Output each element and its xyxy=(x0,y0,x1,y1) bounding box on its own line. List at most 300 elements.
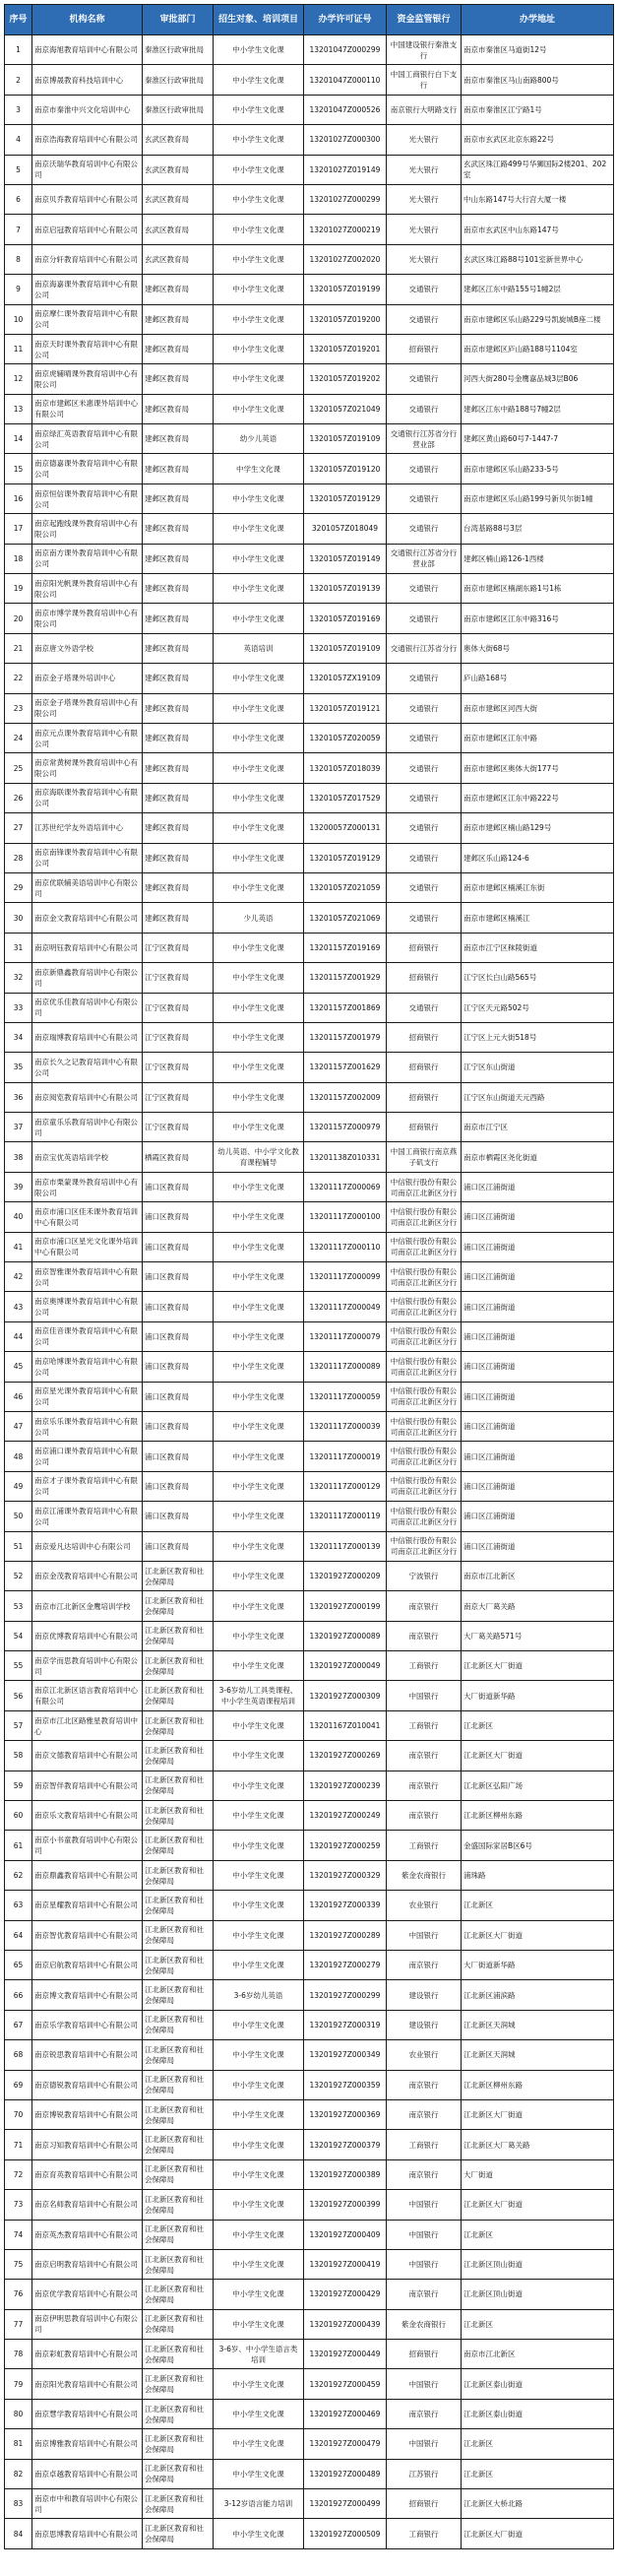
cell-supervising-bank: 中国银行 xyxy=(387,2429,462,2459)
cell-address: 浦口区江浦街道 xyxy=(462,1352,614,1382)
cell-training-program: 中小学生文化课 xyxy=(214,574,304,604)
cell-supervising-bank: 招商银行 xyxy=(387,1113,462,1142)
cell-address: 江宁区天元路502号 xyxy=(462,993,614,1022)
cell-approval-dept: 江北新区教育和社会保障局 xyxy=(143,1591,214,1621)
table-row xyxy=(5,903,614,933)
cell-supervising-bank: 交通银行 xyxy=(387,364,462,394)
table-row xyxy=(5,843,614,872)
cell-address: 浦口区江浦街道 xyxy=(462,1262,614,1292)
cell-approval-dept: 浦口区教育局 xyxy=(143,1262,214,1292)
cell-approval-dept: 江北新区教育和社会保障局 xyxy=(143,2399,214,2428)
cell-approval-dept: 建邺区教育局 xyxy=(143,843,214,872)
cell-supervising-bank: 工商银行 xyxy=(387,2130,462,2159)
cell-supervising-bank: 工商银行 xyxy=(387,1831,462,1860)
cell-supervising-bank: 交通银行 xyxy=(387,604,462,633)
cell-training-program: 中小学生文化课 xyxy=(214,394,304,423)
table-row xyxy=(5,2070,614,2099)
cell-index: 34 xyxy=(5,1022,32,1052)
cell-index: 42 xyxy=(5,1262,32,1292)
cell-approval-dept: 江北新区教育和社会保障局 xyxy=(143,2010,214,2039)
cell-approval-dept: 秦淮区行政审批局 xyxy=(143,35,214,65)
cell-supervising-bank: 交通银行 xyxy=(387,514,462,544)
cell-address: 江北新区弘阳广场 xyxy=(462,1771,614,1800)
table-row xyxy=(5,95,614,124)
cell-training-program: 中小学生文化课 xyxy=(214,544,304,573)
cell-institution-name: 南京宝优英语培训学校 xyxy=(32,1142,143,1172)
table-row xyxy=(5,1471,614,1501)
cell-institution-name: 南京南方课外教育培训中心有限公司 xyxy=(32,544,143,573)
cell-institution-name: 南京伊明思教育培训中心有限公司 xyxy=(32,2309,143,2339)
table-row xyxy=(5,1502,614,1531)
cell-approval-dept: 江北新区教育和社会保障局 xyxy=(143,2190,214,2220)
cell-index: 45 xyxy=(5,1352,32,1382)
cell-address: 江北新区 xyxy=(462,1710,614,1740)
cell-index: 15 xyxy=(5,454,32,483)
cell-approval-dept: 玄武区教育局 xyxy=(143,244,214,274)
cell-address: 江北新区 xyxy=(462,2309,614,2339)
cell-license-number: 13201057Z019109 xyxy=(304,424,387,454)
cell-approval-dept: 建邺区教育局 xyxy=(143,813,214,843)
cell-institution-name: 南京启冠教育培训中心有限公司 xyxy=(32,215,143,244)
cell-approval-dept: 江北新区教育和社会保障局 xyxy=(143,1771,214,1800)
cell-address: 南京市建邺区奥体大街177号 xyxy=(462,753,614,783)
cell-supervising-bank: 交通银行 xyxy=(387,454,462,483)
cell-institution-name: 南京优博教育培训中心有限公司 xyxy=(32,1621,143,1650)
table-row xyxy=(5,693,614,723)
cell-training-program: 中小学生文化课 xyxy=(214,843,304,872)
table-header-row xyxy=(5,5,614,35)
cell-license-number: 13201117Z000039 xyxy=(304,1411,387,1441)
cell-license-number: 13201157Z000979 xyxy=(304,1113,387,1142)
cell-institution-name: 南京虎辅晴课外教育培训中心有限公司 xyxy=(32,364,143,394)
cell-approval-dept: 浦口区教育局 xyxy=(143,1531,214,1561)
cell-supervising-bank: 中国建设银行秦淮支行 xyxy=(387,35,462,65)
cell-license-number: 13201117Z000100 xyxy=(304,1202,387,1232)
cell-approval-dept: 浦口区教育局 xyxy=(143,1172,214,1201)
cell-index: 51 xyxy=(5,1531,32,1561)
cell-training-program: 中小学生文化课 xyxy=(214,2040,304,2070)
cell-training-program: 中小学生文化课 xyxy=(214,2099,304,2129)
cell-training-program: 中小学生文化课 xyxy=(214,2309,304,2339)
cell-institution-name: 南京名师教育培训中心有限公司 xyxy=(32,2190,143,2220)
cell-institution-name: 南京金文教育培训中心有限公司 xyxy=(32,903,143,933)
cell-supervising-bank: 南京银行 xyxy=(387,2399,462,2428)
cell-approval-dept: 江北新区教育和社会保障局 xyxy=(143,1741,214,1771)
cell-approval-dept: 建邺区教育局 xyxy=(143,664,214,693)
cell-license-number: 13201057Z019129 xyxy=(304,483,387,513)
cell-training-program: 中小学生文化课 xyxy=(214,1022,304,1052)
table-row xyxy=(5,2040,614,2070)
cell-training-program: 中小学生文化课 xyxy=(214,993,304,1022)
cell-index: 19 xyxy=(5,574,32,604)
cell-institution-name: 南京市江北区路雅星教育培训中心 xyxy=(32,1710,143,1740)
cell-supervising-bank: 南京银行 xyxy=(387,1951,462,1980)
cell-supervising-bank: 光大银行 xyxy=(387,215,462,244)
cell-license-number: 13201927Z000199 xyxy=(304,1591,387,1621)
cell-address: 江北新区大厂街道 xyxy=(462,2190,614,2220)
cell-institution-name: 南京博晟教育科技培训中心 xyxy=(32,65,143,95)
cell-institution-name: 南京博雅教育培训中心有限公司 xyxy=(32,2429,143,2459)
cell-address: 江北新区天润城 xyxy=(462,2010,614,2039)
cell-address: 江北新区顶山街道 xyxy=(462,2280,614,2309)
cell-approval-dept: 建邺区教育局 xyxy=(143,903,214,933)
cell-training-program: 中小学生文化课 xyxy=(214,1262,304,1292)
cell-training-program: 3-6岁、中小学生语言类培训 xyxy=(214,2340,304,2369)
cell-approval-dept: 建邺区教育局 xyxy=(143,424,214,454)
cell-institution-name: 南京启明教育培训中心有限公司 xyxy=(32,2249,143,2279)
cell-license-number: 13201927Z000509 xyxy=(304,2519,387,2548)
cell-institution-name: 南京乐学教育培训中心有限公司 xyxy=(32,2010,143,2039)
table-row xyxy=(5,813,614,843)
table-row xyxy=(5,2280,614,2309)
cell-address: 玄武区珠江路88号101室新世界中心 xyxy=(462,244,614,274)
cell-approval-dept: 江北新区教育和社会保障局 xyxy=(143,1980,214,2010)
cell-institution-name: 南京长久之记教育培训中心有限公司 xyxy=(32,1053,143,1082)
cell-training-program: 中小学生文化课 xyxy=(214,1502,304,1531)
cell-index: 10 xyxy=(5,304,32,334)
cell-training-program: 中小学生文化课 xyxy=(214,215,304,244)
cell-supervising-bank: 中信银行股份有限公司南京江北新区分行 xyxy=(387,1232,462,1261)
cell-index: 55 xyxy=(5,1651,32,1681)
cell-address: 浦口区江浦街道 xyxy=(462,1531,614,1561)
cell-institution-name: 南京新鼎鑫教育培训中心有限公司 xyxy=(32,963,143,993)
cell-address: 江北新区大厂街道 xyxy=(462,2519,614,2548)
cell-license-number: 13201117Z000139 xyxy=(304,1531,387,1561)
table-row xyxy=(5,514,614,544)
cell-institution-name: 南京摩仁课外教育培训中心有限公司 xyxy=(32,304,143,334)
cell-index: 37 xyxy=(5,1113,32,1142)
cell-address: 浦口区江浦街道 xyxy=(462,1411,614,1441)
cell-supervising-bank: 中国工商银行白下支行 xyxy=(387,65,462,95)
table-row xyxy=(5,2099,614,2129)
cell-index: 6 xyxy=(5,184,32,214)
cell-address: 南京市建邺区江东中路222号 xyxy=(462,783,614,812)
cell-institution-name: 南京金茂教育培训中心有限公司 xyxy=(32,1561,143,1590)
cell-institution-name: 南京启航教育培训中心有限公司 xyxy=(32,1951,143,1980)
cell-institution-name: 南京沃瑞华教育培训中心有限公司 xyxy=(32,155,143,184)
cell-address: 南京大厂葛关路 xyxy=(462,1591,614,1621)
cell-institution-name: 南京小书童教育培训中心有限公司 xyxy=(32,1831,143,1860)
cell-institution-name: 南京市江北新区金鹰培训学校 xyxy=(32,1591,143,1621)
cell-training-program: 中小学生文化课 xyxy=(214,1801,304,1831)
cell-training-program: 中小学生文化课 xyxy=(214,1651,304,1681)
table-row xyxy=(5,1651,614,1681)
cell-address: 大厂葛关路571号 xyxy=(462,1621,614,1650)
cell-supervising-bank: 光大银行 xyxy=(387,155,462,184)
cell-license-number: 13201117Z000059 xyxy=(304,1382,387,1411)
cell-address: 江北新区大厂街道 xyxy=(462,2099,614,2129)
table-row xyxy=(5,1142,614,1172)
cell-training-program: 中小学生文化课 xyxy=(214,1082,304,1112)
cell-supervising-bank: 工商银行 xyxy=(387,2519,462,2548)
cell-index: 84 xyxy=(5,2519,32,2548)
cell-address: 建邺区江东中路155号1幢2层 xyxy=(462,275,614,304)
cell-institution-name: 南京天时课外教育培训中心有限公司 xyxy=(32,334,143,363)
table-row xyxy=(5,2249,614,2279)
table-row xyxy=(5,2399,614,2428)
cell-supervising-bank: 交通银行 xyxy=(387,872,462,902)
cell-address: 浦口区江浦街道 xyxy=(462,1442,614,1471)
cell-approval-dept: 江北新区教育和社会保障局 xyxy=(143,2220,214,2249)
cell-institution-name: 南京阅览教育培训中心有限公司 xyxy=(32,1082,143,1112)
cell-address: 南京市玄武区北京东路22号 xyxy=(462,125,614,155)
cell-supervising-bank: 交通银行 xyxy=(387,483,462,513)
cell-index: 48 xyxy=(5,1442,32,1471)
cell-approval-dept: 建邺区教育局 xyxy=(143,304,214,334)
cell-address: 南京市建邺区楠湖东路1号1栋 xyxy=(462,574,614,604)
cell-address: 江北新区大桥北路 xyxy=(462,2489,614,2519)
cell-institution-name: 南京贝乔教育培训中心有限公司 xyxy=(32,184,143,214)
cell-institution-name: 南京市浦口区佳禾课外教育培训中心有限公司 xyxy=(32,1202,143,1232)
cell-address: 南京市江北新区 xyxy=(462,2340,614,2369)
cell-address: 南京市建邺区乐山路229号凯旋城B座二楼 xyxy=(462,304,614,334)
cell-supervising-bank: 工商银行 xyxy=(387,1651,462,1681)
cell-address: 江北新区大厂街道 xyxy=(462,1741,614,1771)
cell-institution-name: 南京佳音课外教育培训中心有限公司 xyxy=(32,1321,143,1351)
cell-index: 44 xyxy=(5,1321,32,1351)
cell-training-program: 中小学生文化课 xyxy=(214,1741,304,1771)
table-row xyxy=(5,723,614,752)
cell-license-number: 13201117Z000129 xyxy=(304,1471,387,1501)
cell-license-number: 13201927Z000279 xyxy=(304,1951,387,1980)
cell-supervising-bank: 中信银行股份有限公司南京江北新区分行 xyxy=(387,1471,462,1501)
cell-license-number: 13201927Z000479 xyxy=(304,2429,387,2459)
cell-address: 南京市秦淮区马山南路800号 xyxy=(462,65,614,95)
cell-supervising-bank: 中国银行 xyxy=(387,1681,462,1710)
table-row xyxy=(5,1920,614,1950)
cell-approval-dept: 玄武区教育局 xyxy=(143,184,214,214)
cell-approval-dept: 建邺区教育局 xyxy=(143,753,214,783)
cell-address: 南京市栖霞区尧化街道 xyxy=(462,1142,614,1172)
cell-institution-name: 南京学而思教育培训中心有限公司 xyxy=(32,1651,143,1681)
table-row xyxy=(5,574,614,604)
cell-training-program: 中小学生文化课 xyxy=(214,35,304,65)
cell-training-program: 中小学生文化课 xyxy=(214,1292,304,1321)
cell-address: 浦珠路 xyxy=(462,1860,614,1890)
cell-index: 60 xyxy=(5,1801,32,1831)
cell-training-program: 中小学生文化课 xyxy=(214,1771,304,1800)
cell-supervising-bank: 交通银行 xyxy=(387,664,462,693)
cell-index: 26 xyxy=(5,783,32,812)
cell-license-number: 13201057Z019109 xyxy=(304,633,387,663)
cell-address: 浦口区江浦街道 xyxy=(462,1232,614,1261)
cell-supervising-bank: 中国银行 xyxy=(387,2220,462,2249)
cell-institution-name: 南京才子课外教育培训中心有限公司 xyxy=(32,1471,143,1501)
cell-institution-name: 南京思博教育培训中心有限公司 xyxy=(32,2519,143,2548)
cell-institution-name: 南京文德教育培训中心有限公司 xyxy=(32,1741,143,1771)
cell-index: 12 xyxy=(5,364,32,394)
cell-institution-name: 南京江浦课外教育培训中心有限公司 xyxy=(32,1502,143,1531)
cell-license-number: 13201027Z019149 xyxy=(304,155,387,184)
cell-training-program: 中小学生文化课 xyxy=(214,1621,304,1650)
cell-training-program: 中小学生文化课 xyxy=(214,813,304,843)
cell-license-number: 13201057Z019202 xyxy=(304,364,387,394)
cell-approval-dept: 浦口区教育局 xyxy=(143,1232,214,1261)
cell-index: 71 xyxy=(5,2130,32,2159)
cell-address: 江北新区柳州东路 xyxy=(462,1801,614,1831)
table-row xyxy=(5,783,614,812)
cell-supervising-bank: 光大银行 xyxy=(387,125,462,155)
cell-supervising-bank: 中信银行股份有限公司南京江北新区分行 xyxy=(387,1442,462,1471)
cell-index: 53 xyxy=(5,1591,32,1621)
cell-index: 64 xyxy=(5,1920,32,1950)
cell-license-number: 13201927Z000309 xyxy=(304,1681,387,1710)
table-body xyxy=(5,35,614,2549)
table-row xyxy=(5,184,614,214)
cell-index: 1 xyxy=(5,35,32,65)
cell-institution-name: 南京市中和教育培训中心有限公司 xyxy=(32,2489,143,2519)
table-row xyxy=(5,1113,614,1142)
cell-training-program: 中小学生文化课 xyxy=(214,1352,304,1382)
cell-supervising-bank: 交通银行江苏省分行营业部 xyxy=(387,544,462,573)
cell-approval-dept: 江北新区教育和社会保障局 xyxy=(143,1651,214,1681)
cell-training-program: 3-12岁语言能力培训 xyxy=(214,2489,304,2519)
cell-supervising-bank: 中信银行股份有限公司南京江北新区分行 xyxy=(387,1292,462,1321)
header-supervising-bank: 资金监管银行 xyxy=(387,5,462,35)
table-row xyxy=(5,1980,614,2010)
cell-approval-dept: 建邺区教育局 xyxy=(143,633,214,663)
cell-license-number: 13201057Z019200 xyxy=(304,304,387,334)
cell-training-program: 中小学生文化课 xyxy=(214,2369,304,2399)
table-row xyxy=(5,1681,614,1710)
cell-index: 30 xyxy=(5,903,32,933)
cell-approval-dept: 玄武区教育局 xyxy=(143,215,214,244)
cell-institution-name: 南京市建邺区米惠课外培训中心有限公司 xyxy=(32,394,143,423)
cell-supervising-bank: 招商银行 xyxy=(387,334,462,363)
cell-training-program: 中小学生文化课 xyxy=(214,2159,304,2189)
cell-license-number: 13201057Z020059 xyxy=(304,723,387,752)
table-row xyxy=(5,275,614,304)
cell-supervising-bank: 紫金农商银行 xyxy=(387,2309,462,2339)
cell-approval-dept: 浦口区教育局 xyxy=(143,1411,214,1441)
cell-index: 70 xyxy=(5,2099,32,2129)
cell-license-number: 13201047Z000299 xyxy=(304,35,387,65)
cell-supervising-bank: 中信银行股份有限公司南京江北新区分行 xyxy=(387,1262,462,1292)
cell-supervising-bank: 中国银行 xyxy=(387,2190,462,2220)
cell-approval-dept: 江北新区教育和社会保障局 xyxy=(143,1710,214,1740)
cell-index: 24 xyxy=(5,723,32,752)
cell-index: 65 xyxy=(5,1951,32,1980)
cell-training-program: 中小学生文化课 xyxy=(214,723,304,752)
cell-approval-dept: 浦口区教育局 xyxy=(143,1502,214,1531)
cell-institution-name: 南京金子塔课外教育培训中心有限公司 xyxy=(32,693,143,723)
cell-institution-name: 南京哈博课外教育培训中心有限公司 xyxy=(32,1352,143,1382)
table-row xyxy=(5,125,614,155)
cell-address: 浦口区江浦街道 xyxy=(462,1502,614,1531)
cell-supervising-bank: 紫金农商银行 xyxy=(387,1860,462,1890)
institution-table xyxy=(4,4,614,2549)
cell-index: 38 xyxy=(5,1142,32,1172)
table-row xyxy=(5,1442,614,1471)
cell-index: 69 xyxy=(5,2070,32,2099)
cell-institution-name: 南京童乐乐教育培训中心有限公司 xyxy=(32,1113,143,1142)
cell-approval-dept: 江北新区教育和社会保障局 xyxy=(143,2489,214,2519)
cell-address: 大厂街道新华路 xyxy=(462,1681,614,1710)
cell-approval-dept: 秦淮区行政审批局 xyxy=(143,65,214,95)
cell-training-program: 中小学生文化课 xyxy=(214,963,304,993)
cell-index: 40 xyxy=(5,1202,32,1232)
cell-address: 江北新区 xyxy=(462,1891,614,1920)
table-row xyxy=(5,394,614,423)
cell-license-number: 13201927Z000499 xyxy=(304,2489,387,2519)
cell-index: 23 xyxy=(5,693,32,723)
header-license-number: 办学许可证号 xyxy=(304,5,387,35)
cell-license-number: 13201927Z000429 xyxy=(304,2280,387,2309)
cell-address: 南京市江北新区 xyxy=(462,1561,614,1590)
table-row xyxy=(5,1022,614,1052)
cell-address: 奥体大街68号 xyxy=(462,633,614,663)
cell-training-program: 中小学生文化课 xyxy=(214,2519,304,2548)
cell-approval-dept: 建邺区教育局 xyxy=(143,364,214,394)
cell-index: 77 xyxy=(5,2309,32,2339)
cell-address: 江北新区大厂街道 xyxy=(462,1651,614,1681)
cell-address: 南京市建邺区楠溪江 xyxy=(462,903,614,933)
cell-approval-dept: 建邺区教育局 xyxy=(143,334,214,363)
cell-training-program: 中小学生文化课 xyxy=(214,664,304,693)
cell-approval-dept: 建邺区教育局 xyxy=(143,483,214,513)
cell-address: 江宁区东山街道天元西路 xyxy=(462,1082,614,1112)
table-row xyxy=(5,1891,614,1920)
cell-supervising-bank: 南京银行 xyxy=(387,2070,462,2099)
cell-institution-name: 南京金子塔课外培训中心 xyxy=(32,664,143,693)
cell-license-number: 13201157Z019169 xyxy=(304,933,387,962)
table-row xyxy=(5,604,614,633)
cell-training-program: 中小学生文化课 xyxy=(214,2280,304,2309)
cell-supervising-bank: 交通银行 xyxy=(387,783,462,812)
cell-supervising-bank: 建设银行 xyxy=(387,1980,462,2010)
cell-address: 庐山路168号 xyxy=(462,664,614,693)
cell-supervising-bank: 交通银行 xyxy=(387,304,462,334)
table-row xyxy=(5,2369,614,2399)
cell-supervising-bank: 南京银行大明路支行 xyxy=(387,95,462,124)
cell-institution-name: 南京起跑线课外教育培训中心有限公司 xyxy=(32,514,143,544)
cell-institution-name: 南京爱凡达培训中心有限公司 xyxy=(32,1531,143,1561)
cell-approval-dept: 江北新区教育和社会保障局 xyxy=(143,2130,214,2159)
cell-supervising-bank: 南京银行 xyxy=(387,2159,462,2189)
institution-list-sheet xyxy=(4,4,613,2549)
cell-license-number: 13201927Z000359 xyxy=(304,2070,387,2099)
cell-training-program: 3-6岁幼儿工具类课程、中小学生英语课程培训 xyxy=(214,1681,304,1710)
cell-institution-name: 南京博锐教育培训中心有限公司 xyxy=(32,2099,143,2129)
cell-training-program: 中小学生文化课 xyxy=(214,1232,304,1261)
cell-supervising-bank: 农业银行 xyxy=(387,2040,462,2070)
cell-institution-name: 南京智伴教育培训中心有限公司 xyxy=(32,1771,143,1800)
cell-license-number: 13201927Z000209 xyxy=(304,1561,387,1590)
cell-license-number: 13201157Z002009 xyxy=(304,1082,387,1112)
table-row xyxy=(5,1262,614,1292)
cell-training-program: 中小学生文化课 xyxy=(214,65,304,95)
cell-license-number: 13201157Z001929 xyxy=(304,963,387,993)
cell-training-program: 中小学生文化课 xyxy=(214,1920,304,1950)
table-row xyxy=(5,304,614,334)
cell-training-program: 3-6岁幼儿英语 xyxy=(214,1980,304,2010)
cell-approval-dept: 建邺区教育局 xyxy=(143,454,214,483)
cell-address: 江北新区 xyxy=(462,2429,614,2459)
cell-training-program: 中学生文化课 xyxy=(214,454,304,483)
table-row xyxy=(5,1232,614,1261)
cell-license-number: 13201117Z000099 xyxy=(304,1262,387,1292)
cell-license-number: 13201057Z019169 xyxy=(304,604,387,633)
cell-approval-dept: 江宁区教育局 xyxy=(143,963,214,993)
table-row xyxy=(5,993,614,1022)
cell-approval-dept: 江北新区教育和社会保障局 xyxy=(143,2340,214,2369)
cell-address: 江宁区长白山路565号 xyxy=(462,963,614,993)
cell-license-number: 13201927Z000319 xyxy=(304,2010,387,2039)
cell-address: 台湾基路88号3层 xyxy=(462,514,614,544)
cell-approval-dept: 江宁区教育局 xyxy=(143,933,214,962)
cell-index: 56 xyxy=(5,1681,32,1710)
cell-training-program: 中小学生文化课 xyxy=(214,304,304,334)
